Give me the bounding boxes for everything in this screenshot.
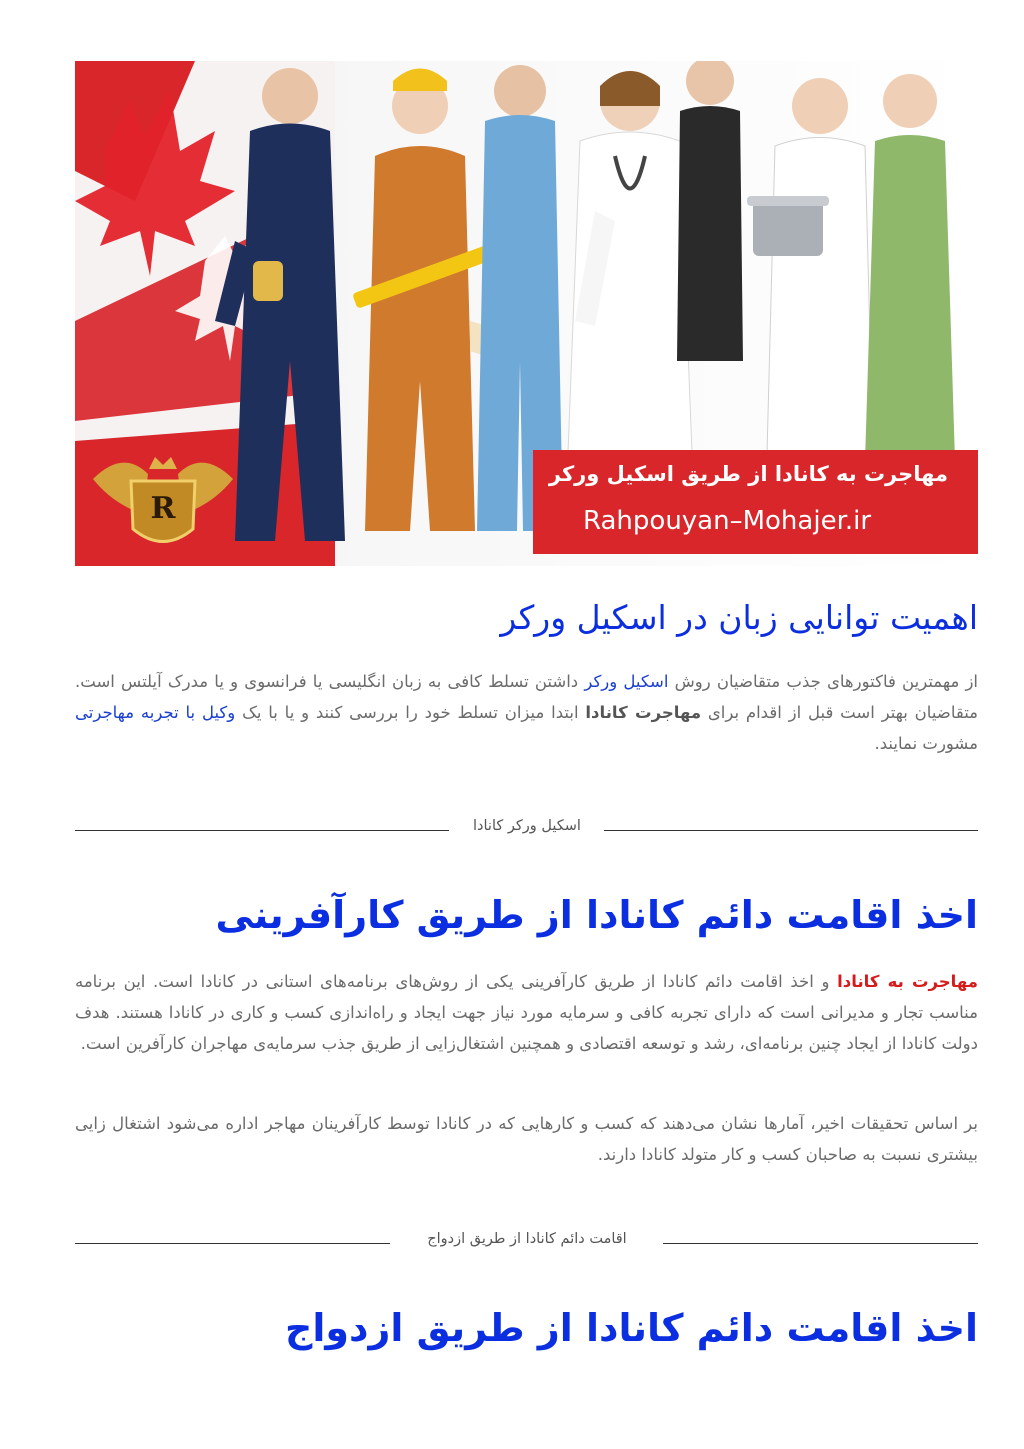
text-run: و اخذ اقامت دائم کانادا از طریق کارآفرینی یکی از روش‌های برنامه‌های استانی در کانادا است. این برنامه مناسب تجار و مدیرانی است که دارای تجربه کافی و سرمایه مورد نیاز جهت ایجاد و راه‌اندازی کسب و کاری در کانادا هستند. هدف دولت کانادا از ایجاد چنین برنامه‌ای، رشد و توسعه اقتصادی و همچنین اشتغال‌زایی از طریق جذب سرمایه‌ی مهاجران کارآفرین است. <box>75 972 978 1053</box>
logo-letter: R <box>150 491 176 526</box>
section-divider <box>75 1231 978 1255</box>
divider-label: اقامت دائم کانادا از طریق ازدواج <box>427 1231 627 1247</box>
text-run: از مهمترین فاکتورهای جذب متقاضیان روش <box>668 672 979 691</box>
section-heading-language: اهمیت توانایی زبان در اسکیل ورکر <box>500 598 978 637</box>
section-paragraph-entrepreneurship <box>75 966 978 1059</box>
hero-caption-title: مهاجرت به کانادا از طریق اسکیل ورکر <box>548 462 948 486</box>
bold-canada-immigration: مهاجرت کانادا <box>585 703 702 722</box>
hero-caption-banner <box>533 450 978 554</box>
link-skill-worker[interactable]: اسکیل ورکر <box>584 672 669 691</box>
section-heading-entrepreneurship: اخذ اقامت دائم کانادا از طریق کارآفرینی <box>215 893 978 937</box>
section-paragraph-language <box>75 666 978 759</box>
divider-label: اسکیل ورکر کانادا <box>473 818 581 834</box>
section-divider <box>75 818 978 842</box>
text-run: مشورت نمایند. <box>874 734 978 753</box>
text-run: ابتدا میزان تسلط خود را بررسی کنند و یا با یک <box>235 703 586 722</box>
section-paragraph-statistics: بر اساس تحقیقات اخیر، آمارها نشان می‌دهند که کسب و کارهایی که در کانادا توسط کارآفرینان مهاجر اداره می‌شود اشتغال زایی بیشتری نسبت به صاحبان کسب و کار متولد کانادا دارند. <box>75 1114 978 1164</box>
link-immigration-canada[interactable]: مهاجرت به کانادا <box>837 972 978 991</box>
divider-line <box>604 830 978 831</box>
divider-line <box>663 1243 978 1244</box>
divider-line <box>75 1243 390 1244</box>
hero-caption-url: Rahpouyan–Mohajer.ir <box>583 506 872 536</box>
text-run: داشتن تسلط کافی به زبان انگلیسی یا فرانسوی و یا مدرک آیلتس است. متقاضیان بهتر است قبل از اقدام برای <box>75 672 979 722</box>
divider-line <box>75 830 449 831</box>
section-heading-marriage: اخذ اقامت دائم کانادا از طریق ازدواج <box>285 1306 978 1350</box>
link-experienced-lawyer[interactable]: وکیل با تجربه مهاجرتی <box>75 703 236 722</box>
